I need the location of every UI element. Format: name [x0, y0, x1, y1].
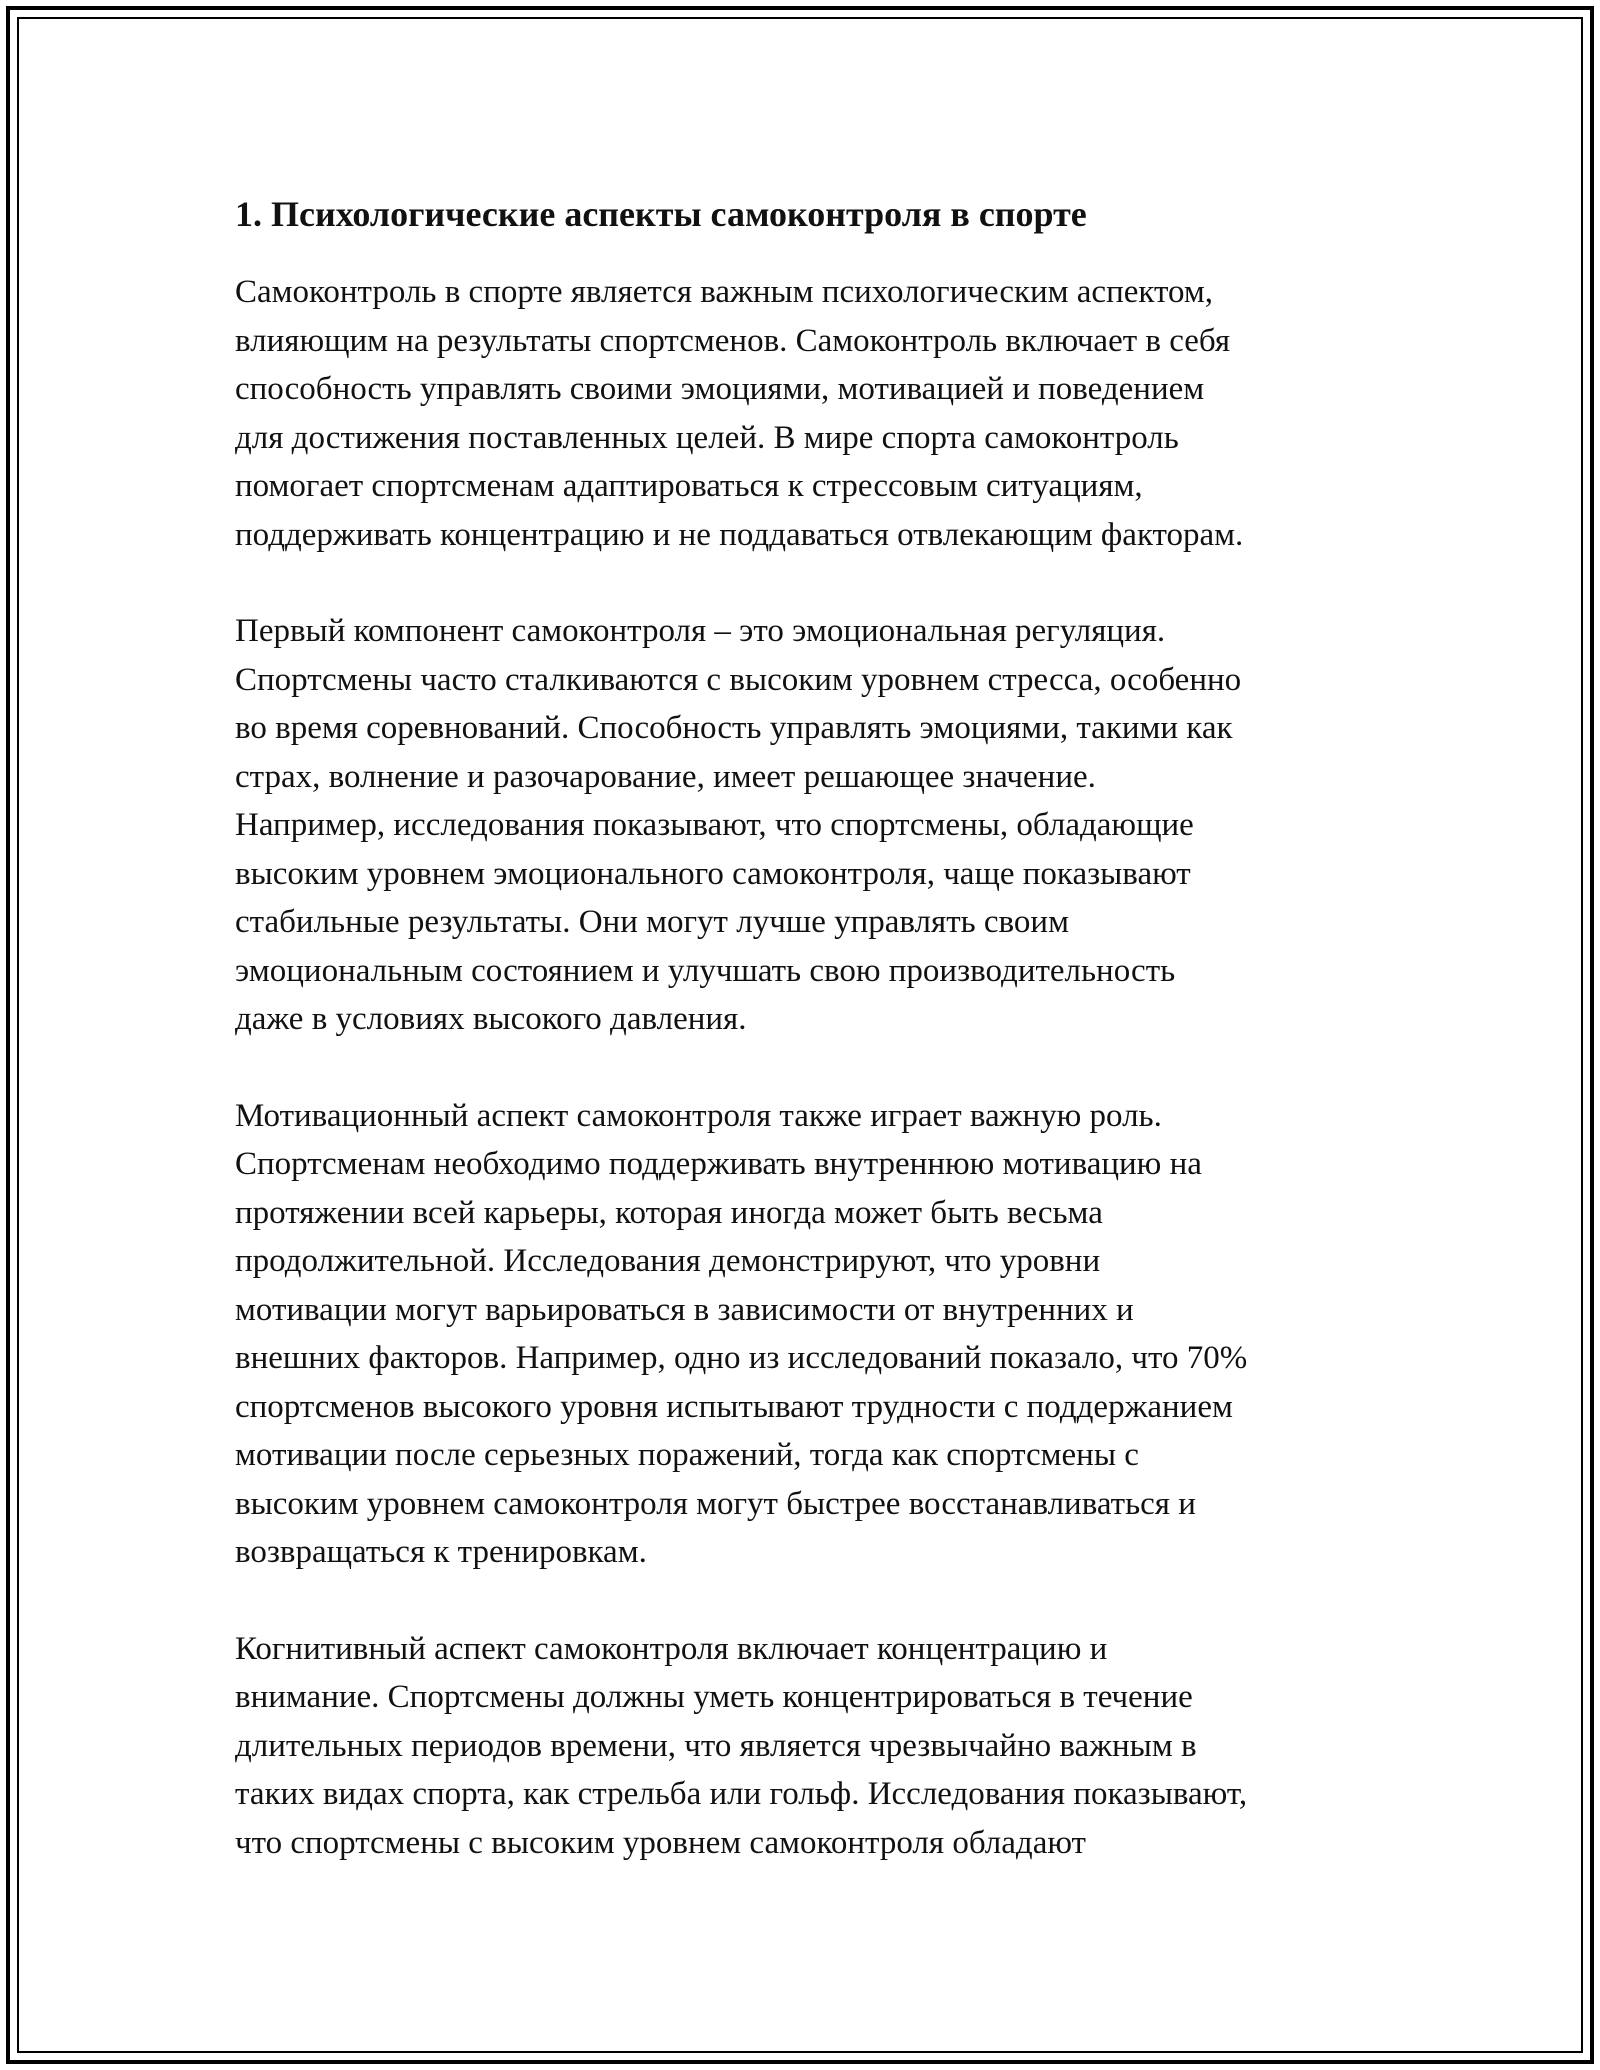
section-heading: 1. Психологические аспекты самоконтроля в спорте — [235, 194, 1087, 234]
paragraph-emotional-regulation: Первый компонент самоконтроля – это эмоциональная регуляция. Спортсмены часто сталкиваются с высоким уровнем стресса, особенно во время соревнований. Способность управлять эмоциями, такими как страх, волнение и разочарование, имеет решающее значение. Например, исследования показывают, что спортсмены, обладающие высоким уровнем эмоционального самоконтроля, чаще показывают стабильные результаты. Они могут лучше управлять своим эмоциональным состоянием и улучшать свою производительность даже в условиях высокого давления. — [235, 613, 1242, 1037]
paragraph-motivation: Мотивационный аспект самоконтроля также играет важную роль. Спортсменам необходимо поддерживать внутреннюю мотивацию на протяжении всей карьеры, которая иногда может быть весьма продолжительной. Исследования демонстрируют, что уровни мотивации могут варьироваться в зависимости от внутренних и внешних факторов. Например, одно из исследований показало, что 70% спортсменов высокого уровня испытывают трудности с поддержанием мотивации после серьезных поражений, тогда как спортсмены с высоким уровнем самоконтроля могут быстрее восстанавливаться и возвращаться к тренировкам. — [235, 1097, 1248, 1570]
paragraph-intro: Самоконтроль в спорте является важным психологическим аспектом, влияющим на результаты спортсменов. Самоконтроль включает в себя способность управлять своими эмоциями, мотивацией и поведением для достижения поставленных целей. В мире спорта самоконтроль помогает спортсменам адаптироваться к стрессовым ситуациям, поддерживать концентрацию и не поддаваться отвлекающим факторам. — [235, 274, 1244, 553]
paragraph-cognitive: Когнитивный аспект самоконтроля включает концентрацию и внимание. Спортсмены должны уметь концентрироваться в течение длительных периодов времени, что является чрезвычайно важным в таких видах спорта, как стрельба или гольф. Исследования показывают, что спортсмены с высоким уровнем самоконтроля обладают — [235, 1630, 1248, 1861]
document-body — [235, 182, 1375, 1915]
